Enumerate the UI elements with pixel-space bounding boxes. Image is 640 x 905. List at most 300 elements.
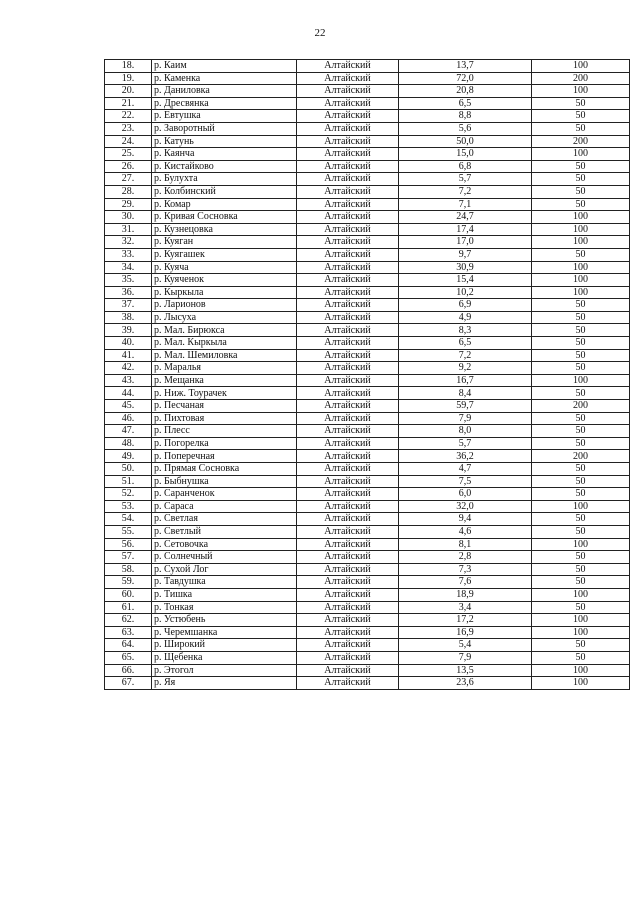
river-length-cell: 17,2: [399, 614, 532, 627]
table-row: [105, 135, 630, 148]
river-length-cell: 13,5: [399, 664, 532, 677]
protection-zone-cell: 50: [532, 387, 630, 400]
district-cell: Алтайский: [297, 475, 399, 488]
river-length-cell: 72,0: [399, 72, 532, 85]
table-row: [105, 639, 630, 652]
district-cell: Алтайский: [297, 412, 399, 425]
river-length-cell: 7,1: [399, 198, 532, 211]
table-row: [105, 223, 630, 236]
river-name-cell: р. Светлый: [152, 525, 297, 538]
river-name-cell: р. Солнечный: [152, 551, 297, 564]
table-row: [105, 475, 630, 488]
protection-zone-cell: 50: [532, 463, 630, 476]
river-name-cell: р. Мал. Шемиловка: [152, 349, 297, 362]
river-length-cell: 7,6: [399, 576, 532, 589]
river-length-cell: 10,2: [399, 286, 532, 299]
protection-zone-cell: 50: [532, 110, 630, 123]
river-length-cell: 23,6: [399, 677, 532, 690]
district-cell: Алтайский: [297, 551, 399, 564]
table-row: [105, 400, 630, 413]
district-cell: Алтайский: [297, 185, 399, 198]
table-row: [105, 185, 630, 198]
district-cell: Алтайский: [297, 374, 399, 387]
river-name-cell: р. Прямая Сосновка: [152, 463, 297, 476]
district-cell: Алтайский: [297, 387, 399, 400]
table-row: [105, 651, 630, 664]
river-length-cell: 16,9: [399, 626, 532, 639]
protection-zone-cell: 100: [532, 60, 630, 73]
protection-zone-cell: 100: [532, 223, 630, 236]
river-length-cell: 3,4: [399, 601, 532, 614]
river-name-cell: р. Этогол: [152, 664, 297, 677]
table-row: [105, 337, 630, 350]
river-length-cell: 4,7: [399, 463, 532, 476]
rivers-table: [104, 59, 630, 690]
row-number-cell: 58.: [105, 563, 152, 576]
table-row: [105, 677, 630, 690]
row-number-cell: 23.: [105, 122, 152, 135]
table-row: [105, 60, 630, 73]
table-row: [105, 110, 630, 123]
district-cell: Алтайский: [297, 463, 399, 476]
district-cell: Алтайский: [297, 488, 399, 501]
river-length-cell: 32,0: [399, 500, 532, 513]
table-row: [105, 362, 630, 375]
river-length-cell: 6,5: [399, 337, 532, 350]
table-row: [105, 576, 630, 589]
river-length-cell: 36,2: [399, 450, 532, 463]
river-length-cell: 8,4: [399, 387, 532, 400]
district-cell: Алтайский: [297, 437, 399, 450]
river-length-cell: 7,3: [399, 563, 532, 576]
river-name-cell: р. Мещанка: [152, 374, 297, 387]
protection-zone-cell: 100: [532, 626, 630, 639]
row-number-cell: 27.: [105, 173, 152, 186]
river-length-cell: 8,8: [399, 110, 532, 123]
row-number-cell: 43.: [105, 374, 152, 387]
protection-zone-cell: 50: [532, 185, 630, 198]
row-number-cell: 50.: [105, 463, 152, 476]
river-name-cell: р. Даниловка: [152, 85, 297, 98]
river-length-cell: 9,2: [399, 362, 532, 375]
table-row: [105, 463, 630, 476]
protection-zone-cell: 50: [532, 198, 630, 211]
row-number-cell: 66.: [105, 664, 152, 677]
protection-zone-cell: 50: [532, 412, 630, 425]
protection-zone-cell: 100: [532, 274, 630, 287]
row-number-cell: 33.: [105, 248, 152, 261]
row-number-cell: 55.: [105, 525, 152, 538]
district-cell: Алтайский: [297, 72, 399, 85]
protection-zone-cell: 200: [532, 400, 630, 413]
protection-zone-cell: 50: [532, 160, 630, 173]
row-number-cell: 37.: [105, 299, 152, 312]
river-name-cell: р. Каим: [152, 60, 297, 73]
protection-zone-cell: 100: [532, 236, 630, 249]
river-length-cell: 50,0: [399, 135, 532, 148]
protection-zone-cell: 100: [532, 664, 630, 677]
district-cell: Алтайский: [297, 299, 399, 312]
river-name-cell: р. Кривая Сосновка: [152, 211, 297, 224]
district-cell: Алтайский: [297, 425, 399, 438]
river-name-cell: р. Куяча: [152, 261, 297, 274]
district-cell: Алтайский: [297, 311, 399, 324]
river-name-cell: р. Кистайково: [152, 160, 297, 173]
table-row: [105, 85, 630, 98]
row-number-cell: 25.: [105, 148, 152, 161]
row-number-cell: 26.: [105, 160, 152, 173]
table-row: [105, 412, 630, 425]
protection-zone-cell: 50: [532, 173, 630, 186]
river-name-cell: р. Светлая: [152, 513, 297, 526]
table-row: [105, 274, 630, 287]
river-name-cell: р. Заворотный: [152, 122, 297, 135]
river-length-cell: 13,7: [399, 60, 532, 73]
table-row: [105, 261, 630, 274]
row-number-cell: 45.: [105, 400, 152, 413]
river-name-cell: р. Яя: [152, 677, 297, 690]
row-number-cell: 18.: [105, 60, 152, 73]
river-name-cell: р. Черемшанка: [152, 626, 297, 639]
river-name-cell: р. Тонкая: [152, 601, 297, 614]
district-cell: Алтайский: [297, 60, 399, 73]
protection-zone-cell: 50: [532, 311, 630, 324]
table-row: [105, 614, 630, 627]
protection-zone-cell: 50: [532, 122, 630, 135]
river-length-cell: 9,7: [399, 248, 532, 261]
table-row: [105, 198, 630, 211]
table-row: [105, 236, 630, 249]
row-number-cell: 36.: [105, 286, 152, 299]
district-cell: Алтайский: [297, 614, 399, 627]
row-number-cell: 64.: [105, 639, 152, 652]
row-number-cell: 30.: [105, 211, 152, 224]
district-cell: Алтайский: [297, 500, 399, 513]
protection-zone-cell: 50: [532, 576, 630, 589]
row-number-cell: 52.: [105, 488, 152, 501]
river-length-cell: 5,4: [399, 639, 532, 652]
table-row: [105, 513, 630, 526]
river-name-cell: р. Сараса: [152, 500, 297, 513]
table-row: [105, 286, 630, 299]
district-cell: Алтайский: [297, 122, 399, 135]
river-name-cell: р. Катунь: [152, 135, 297, 148]
district-cell: Алтайский: [297, 236, 399, 249]
row-number-cell: 42.: [105, 362, 152, 375]
table-row: [105, 349, 630, 362]
rivers-table-body: [105, 60, 630, 690]
table-row: [105, 173, 630, 186]
protection-zone-cell: 50: [532, 437, 630, 450]
river-name-cell: р. Куягашек: [152, 248, 297, 261]
row-number-cell: 60.: [105, 588, 152, 601]
row-number-cell: 51.: [105, 475, 152, 488]
protection-zone-cell: 200: [532, 450, 630, 463]
table-row: [105, 148, 630, 161]
river-name-cell: р. Тавдушка: [152, 576, 297, 589]
river-length-cell: 7,5: [399, 475, 532, 488]
river-length-cell: 7,2: [399, 185, 532, 198]
river-name-cell: р. Маралья: [152, 362, 297, 375]
district-cell: Алтайский: [297, 286, 399, 299]
row-number-cell: 47.: [105, 425, 152, 438]
river-length-cell: 24,7: [399, 211, 532, 224]
river-length-cell: 7,9: [399, 412, 532, 425]
protection-zone-cell: 50: [532, 324, 630, 337]
table-row: [105, 248, 630, 261]
row-number-cell: 59.: [105, 576, 152, 589]
district-cell: Алтайский: [297, 525, 399, 538]
river-name-cell: р. Быбнушка: [152, 475, 297, 488]
district-cell: Алтайский: [297, 400, 399, 413]
row-number-cell: 65.: [105, 651, 152, 664]
table-row: [105, 311, 630, 324]
row-number-cell: 56.: [105, 538, 152, 551]
district-cell: Алтайский: [297, 349, 399, 362]
river-name-cell: р. Плесс: [152, 425, 297, 438]
row-number-cell: 32.: [105, 236, 152, 249]
protection-zone-cell: 50: [532, 488, 630, 501]
table-row: [105, 588, 630, 601]
protection-zone-cell: 50: [532, 337, 630, 350]
river-length-cell: 16,7: [399, 374, 532, 387]
protection-zone-cell: 100: [532, 374, 630, 387]
river-name-cell: р. Комар: [152, 198, 297, 211]
protection-zone-cell: 50: [532, 248, 630, 261]
table-row: [105, 601, 630, 614]
river-name-cell: р. Ларионов: [152, 299, 297, 312]
river-length-cell: 59,7: [399, 400, 532, 413]
table-row: [105, 211, 630, 224]
district-cell: Алтайский: [297, 261, 399, 274]
page-number: 22: [314, 27, 326, 39]
protection-zone-cell: 50: [532, 475, 630, 488]
protection-zone-cell: 50: [532, 563, 630, 576]
table-row: [105, 425, 630, 438]
protection-zone-cell: 50: [532, 362, 630, 375]
river-name-cell: р. Саранченок: [152, 488, 297, 501]
protection-zone-cell: 100: [532, 85, 630, 98]
district-cell: Алтайский: [297, 198, 399, 211]
river-name-cell: р. Мал. Кыркыла: [152, 337, 297, 350]
table-row: [105, 525, 630, 538]
row-number-cell: 38.: [105, 311, 152, 324]
row-number-cell: 46.: [105, 412, 152, 425]
river-name-cell: р. Куяган: [152, 236, 297, 249]
district-cell: Алтайский: [297, 651, 399, 664]
protection-zone-cell: 50: [532, 349, 630, 362]
river-length-cell: 30,9: [399, 261, 532, 274]
river-name-cell: р. Тишка: [152, 588, 297, 601]
protection-zone-cell: 100: [532, 538, 630, 551]
river-name-cell: р. Куяченок: [152, 274, 297, 287]
river-length-cell: 6,9: [399, 299, 532, 312]
table-row: [105, 500, 630, 513]
river-length-cell: 15,0: [399, 148, 532, 161]
row-number-cell: 20.: [105, 85, 152, 98]
protection-zone-cell: 100: [532, 588, 630, 601]
protection-zone-cell: 50: [532, 525, 630, 538]
district-cell: Алтайский: [297, 211, 399, 224]
table-row: [105, 538, 630, 551]
table-row: [105, 97, 630, 110]
district-cell: Алтайский: [297, 664, 399, 677]
river-name-cell: р. Булухта: [152, 173, 297, 186]
river-name-cell: р. Каменка: [152, 72, 297, 85]
protection-zone-cell: 50: [532, 601, 630, 614]
protection-zone-cell: 100: [532, 614, 630, 627]
protection-zone-cell: 200: [532, 135, 630, 148]
river-name-cell: р. Дресвянка: [152, 97, 297, 110]
protection-zone-cell: 50: [532, 97, 630, 110]
protection-zone-cell: 100: [532, 286, 630, 299]
district-cell: Алтайский: [297, 324, 399, 337]
district-cell: Алтайский: [297, 110, 399, 123]
district-cell: Алтайский: [297, 135, 399, 148]
district-cell: Алтайский: [297, 576, 399, 589]
table-row: [105, 551, 630, 564]
table-row: [105, 626, 630, 639]
protection-zone-cell: 50: [532, 639, 630, 652]
row-number-cell: 53.: [105, 500, 152, 513]
row-number-cell: 67.: [105, 677, 152, 690]
table-row: [105, 450, 630, 463]
district-cell: Алтайский: [297, 626, 399, 639]
river-length-cell: 9,4: [399, 513, 532, 526]
row-number-cell: 44.: [105, 387, 152, 400]
river-length-cell: 6,0: [399, 488, 532, 501]
row-number-cell: 48.: [105, 437, 152, 450]
river-name-cell: р. Евтушка: [152, 110, 297, 123]
river-length-cell: 17,4: [399, 223, 532, 236]
table-row: [105, 437, 630, 450]
protection-zone-cell: 100: [532, 211, 630, 224]
river-name-cell: р. Сухой Лог: [152, 563, 297, 576]
district-cell: Алтайский: [297, 450, 399, 463]
row-number-cell: 41.: [105, 349, 152, 362]
district-cell: Алтайский: [297, 337, 399, 350]
table-row: [105, 324, 630, 337]
table-row: [105, 664, 630, 677]
protection-zone-cell: 200: [532, 72, 630, 85]
river-name-cell: р. Мал. Бирюкса: [152, 324, 297, 337]
river-name-cell: р. Колбинский: [152, 185, 297, 198]
table-row: [105, 72, 630, 85]
table-row: [105, 387, 630, 400]
row-number-cell: 62.: [105, 614, 152, 627]
protection-zone-cell: 50: [532, 651, 630, 664]
river-name-cell: р. Лысуха: [152, 311, 297, 324]
river-name-cell: р. Погорелка: [152, 437, 297, 450]
district-cell: Алтайский: [297, 223, 399, 236]
row-number-cell: 61.: [105, 601, 152, 614]
river-length-cell: 2,8: [399, 551, 532, 564]
river-length-cell: 6,8: [399, 160, 532, 173]
row-number-cell: 63.: [105, 626, 152, 639]
row-number-cell: 39.: [105, 324, 152, 337]
table-row: [105, 122, 630, 135]
river-length-cell: 7,9: [399, 651, 532, 664]
district-cell: Алтайский: [297, 148, 399, 161]
protection-zone-cell: 50: [532, 513, 630, 526]
district-cell: Алтайский: [297, 563, 399, 576]
river-length-cell: 6,5: [399, 97, 532, 110]
river-length-cell: 8,1: [399, 538, 532, 551]
river-name-cell: р. Ниж. Тоурачек: [152, 387, 297, 400]
district-cell: Алтайский: [297, 639, 399, 652]
row-number-cell: 34.: [105, 261, 152, 274]
row-number-cell: 31.: [105, 223, 152, 236]
row-number-cell: 19.: [105, 72, 152, 85]
district-cell: Алтайский: [297, 85, 399, 98]
river-length-cell: 4,9: [399, 311, 532, 324]
district-cell: Алтайский: [297, 513, 399, 526]
protection-zone-cell: 50: [532, 425, 630, 438]
river-length-cell: 8,3: [399, 324, 532, 337]
river-name-cell: р. Щебенка: [152, 651, 297, 664]
district-cell: Алтайский: [297, 173, 399, 186]
district-cell: Алтайский: [297, 588, 399, 601]
protection-zone-cell: 100: [532, 677, 630, 690]
district-cell: Алтайский: [297, 601, 399, 614]
protection-zone-cell: 100: [532, 500, 630, 513]
row-number-cell: 54.: [105, 513, 152, 526]
district-cell: Алтайский: [297, 274, 399, 287]
table-row: [105, 563, 630, 576]
district-cell: Алтайский: [297, 97, 399, 110]
table-row: [105, 488, 630, 501]
river-length-cell: 8,0: [399, 425, 532, 438]
row-number-cell: 22.: [105, 110, 152, 123]
protection-zone-cell: 100: [532, 261, 630, 274]
river-name-cell: р. Сетовочка: [152, 538, 297, 551]
river-length-cell: 15,4: [399, 274, 532, 287]
river-name-cell: р. Поперечная: [152, 450, 297, 463]
river-length-cell: 4,6: [399, 525, 532, 538]
river-name-cell: р. Пихтовая: [152, 412, 297, 425]
river-length-cell: 18,9: [399, 588, 532, 601]
river-name-cell: р. Устюбень: [152, 614, 297, 627]
row-number-cell: 40.: [105, 337, 152, 350]
row-number-cell: 35.: [105, 274, 152, 287]
district-cell: Алтайский: [297, 248, 399, 261]
river-name-cell: р. Кыркыла: [152, 286, 297, 299]
district-cell: Алтайский: [297, 538, 399, 551]
river-length-cell: 5,6: [399, 122, 532, 135]
table-row: [105, 160, 630, 173]
river-length-cell: 20,8: [399, 85, 532, 98]
table-row: [105, 374, 630, 387]
river-name-cell: р. Каянча: [152, 148, 297, 161]
row-number-cell: 21.: [105, 97, 152, 110]
river-name-cell: р. Широкий: [152, 639, 297, 652]
river-name-cell: р. Песчаная: [152, 400, 297, 413]
table-row: [105, 299, 630, 312]
river-length-cell: 5,7: [399, 173, 532, 186]
row-number-cell: 24.: [105, 135, 152, 148]
river-length-cell: 5,7: [399, 437, 532, 450]
row-number-cell: 57.: [105, 551, 152, 564]
river-name-cell: р. Кузнецовка: [152, 223, 297, 236]
row-number-cell: 49.: [105, 450, 152, 463]
district-cell: Алтайский: [297, 677, 399, 690]
protection-zone-cell: 100: [532, 148, 630, 161]
river-length-cell: 17,0: [399, 236, 532, 249]
row-number-cell: 28.: [105, 185, 152, 198]
district-cell: Алтайский: [297, 160, 399, 173]
district-cell: Алтайский: [297, 362, 399, 375]
river-length-cell: 7,2: [399, 349, 532, 362]
